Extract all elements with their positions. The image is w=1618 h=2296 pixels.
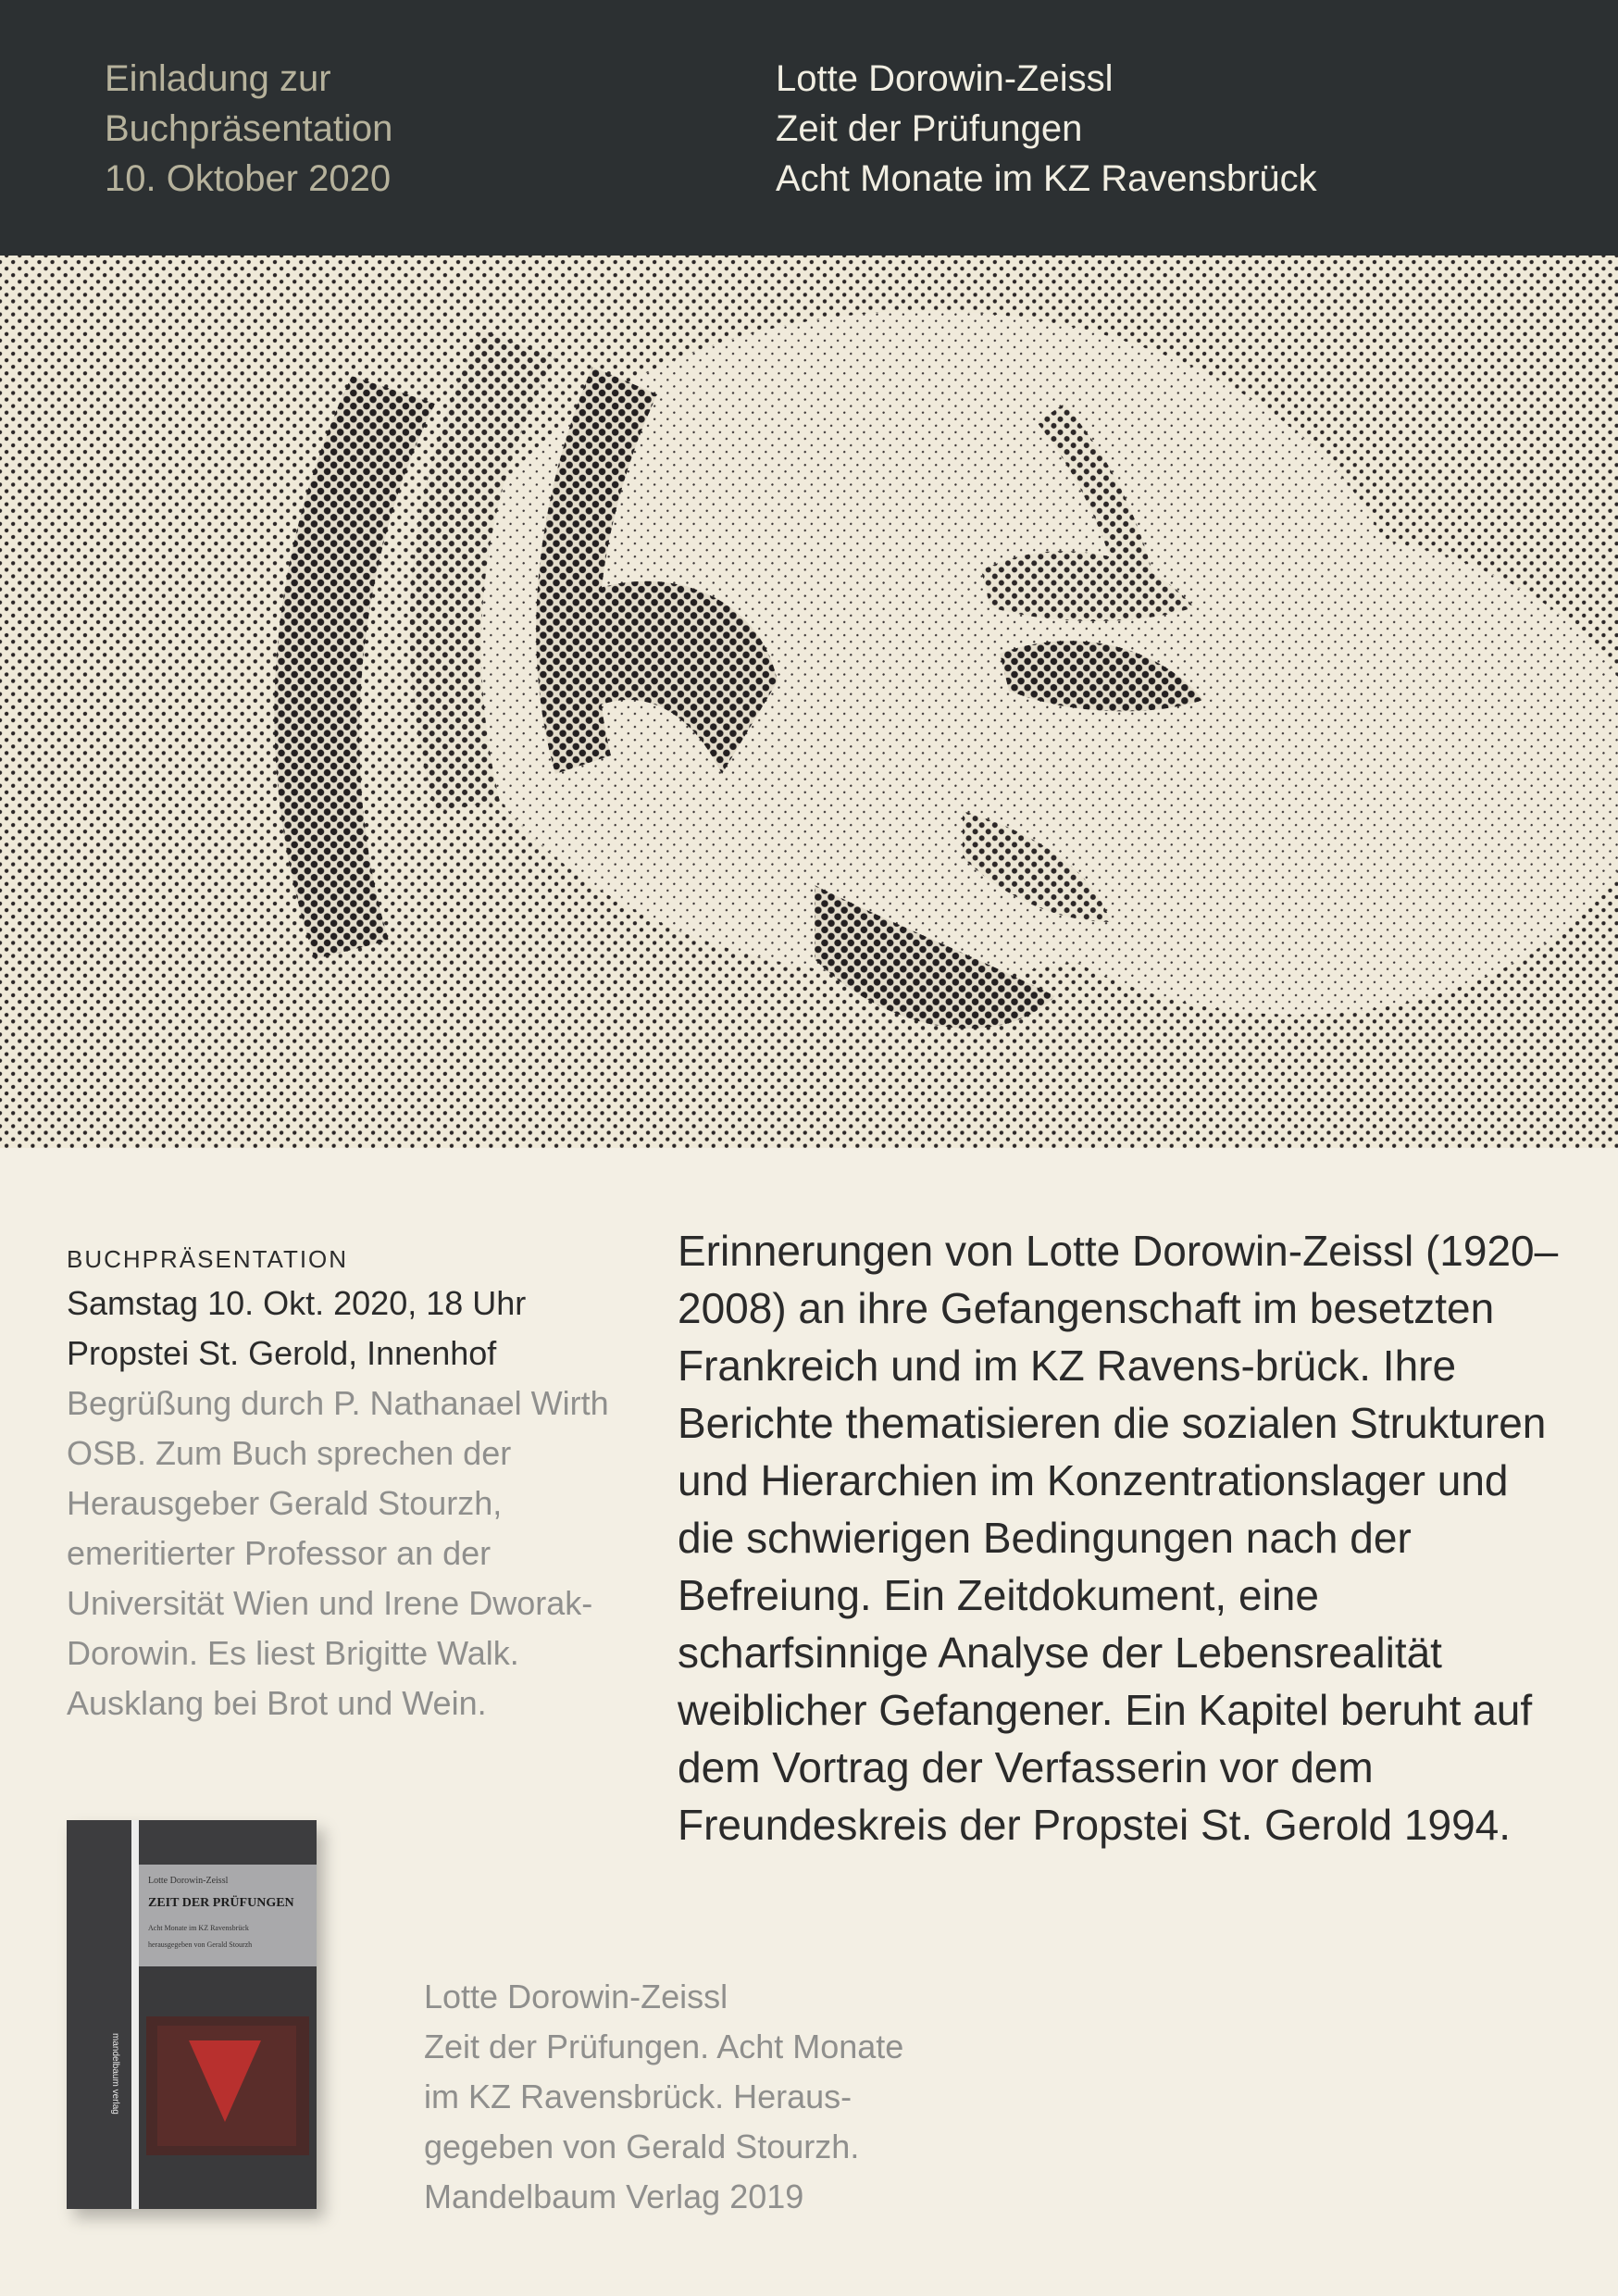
bibliography-line: Mandelbaum Verlag 2019: [424, 2177, 804, 2215]
invitation-line: 10. Oktober 2020: [105, 158, 392, 199]
book-heading: [776, 54, 1317, 204]
cover-spine-text: mandelbaum verlag: [110, 2033, 120, 2115]
bibliography-line: gegeben von Gerald Stourzh.: [424, 2128, 860, 2165]
invitation-line: Einladung zur: [105, 58, 331, 99]
cover-author: Lotte Dorowin-Zeissl: [148, 1876, 229, 1886]
invitation-line: Buchpräsentation: [105, 108, 393, 149]
cover-editor: herausgegeben von Gerald Stourzh: [148, 1940, 253, 1949]
book-title: Zeit der Prüfungen: [776, 108, 1083, 149]
bibliography-line: Zeit der Prüfungen. Acht Monate: [424, 2028, 904, 2065]
invitation-heading: [105, 54, 392, 204]
bibliography: [424, 1972, 903, 2222]
event-place: Propstei St. Gerold, Innenhof: [67, 1334, 497, 1372]
cover-subtitle: Acht Monate im KZ Ravensbrück: [148, 1924, 249, 1932]
section-label: BUCHPRÄSENTATION: [67, 1245, 349, 1273]
event-description: Begrüßung durch P. Nathanael Wirth OSB. Zum Buch sprechen der Herausgeber Gerald Stourzh, emeritierter Professor an der Universität Wien und Irene Dworak-Dorowin. Es liest Brigitte Walk. Ausklang bei Brot und Wein.: [67, 1384, 609, 1722]
cover-stripe: [131, 1820, 139, 2209]
halftone-portrait-image: [0, 256, 1618, 1148]
bibliography-line: im KZ Ravensbrück. Heraus-: [424, 2078, 853, 2115]
event-date: Samstag 10. Okt. 2020, 18 Uhr: [67, 1284, 527, 1322]
book-author: Lotte Dorowin-Zeissl: [776, 58, 1114, 99]
cover-title: ZEIT DER PRÜFUNGEN: [148, 1896, 294, 1910]
event-details: [67, 1279, 526, 1379]
halftone-portrait: [0, 256, 1618, 1148]
cover-artwork: [139, 1966, 317, 2209]
book-description: Erinnerungen von Lotte Dorowin-Zeissl (1920–2008) an ihre Gefangenschaft im besetzten Frankreich und im KZ Ravens-brück. Ihre Berichte thematisieren die sozialen Strukturen und Hierarchien im Konzentrationslager und die schwierigen Bedingungen nach der Befreiung. Ein Zeitdokument, eine scharfsinnige Analyse der Lebensrealität weiblicher Gefangener. Ein Kapitel beruht auf dem Vortrag der Verfasserin vor dem Freundeskreis der Propstei St. Gerold 1994.: [678, 1227, 1559, 1849]
bibliography-line: Lotte Dorowin-Zeissl: [424, 1978, 728, 2015]
header-bar: [0, 0, 1618, 256]
book-cover-image: [67, 1820, 317, 2209]
book-subtitle: Acht Monate im KZ Ravensbrück: [776, 158, 1317, 199]
